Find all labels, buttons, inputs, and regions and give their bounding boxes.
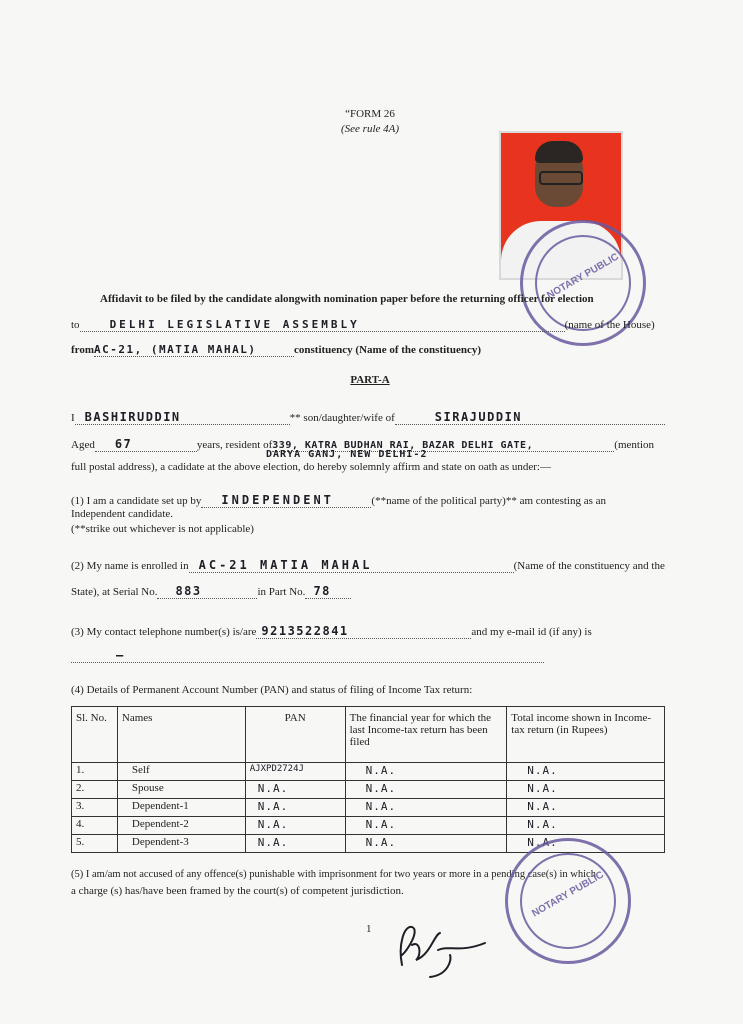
- pan-table: [71, 706, 665, 853]
- cell-year: N.A.: [345, 799, 507, 817]
- item-2-suffix: (Name of the constituency and the: [513, 560, 665, 572]
- cell-pan: AJXPD2724J: [245, 763, 345, 781]
- serial-prefix: State), at Serial No.: [71, 586, 158, 598]
- photo-hair: [535, 141, 583, 163]
- table-row: [72, 817, 665, 835]
- photo-spectacles: [539, 171, 583, 185]
- to-prefix: to: [71, 319, 80, 331]
- cell-income: N.A.: [507, 763, 665, 781]
- cell-pan: N.A.: [245, 781, 345, 799]
- header-financial-year: The financial year for which the last Income-tax return has been filed: [345, 707, 507, 763]
- table-row: [72, 781, 665, 799]
- cell-sl: 3.: [72, 799, 118, 817]
- part-a-heading: PART-A: [350, 374, 390, 386]
- part-number: 78: [305, 584, 351, 599]
- item-1-line: [71, 493, 606, 508]
- header-sl-no: Sl. No.: [72, 707, 118, 763]
- item-3-suffix: and my e-mail id (if any) is: [471, 626, 592, 638]
- cell-name: Self: [117, 763, 245, 781]
- stamp-text: NOTARY PUBLIC: [545, 251, 621, 302]
- constituency-name: AC-21, (MATIA MAHAL): [94, 343, 294, 357]
- item-5-line-1: (5) I am/am not accused of any offence(s) punishable with imprisonment for two years or more in a pending case(s) in which: [71, 869, 596, 880]
- item-4-heading: (4) Details of Permanent Account Number (PAN) and status of filing of Income Tax return:: [71, 684, 473, 696]
- from-suffix: constituency (Name of the constituency): [294, 344, 481, 356]
- serial-number: 883: [157, 584, 257, 599]
- header-total-income: Total income shown in Income-tax return (in Rupees): [507, 707, 665, 763]
- part-prefix: in Part No.: [257, 586, 306, 598]
- notary-stamp-bottom: [505, 838, 631, 964]
- cell-sl: 2.: [72, 781, 118, 799]
- item-2-prefix: (2) My name is enrolled in: [71, 560, 189, 572]
- cell-sl: 5.: [72, 835, 118, 853]
- aged-prefix: Aged: [71, 439, 95, 451]
- item-1-line-2: Independent candidate.: [71, 508, 174, 520]
- cell-name: Dependent-1: [117, 799, 245, 817]
- to-line: [71, 318, 655, 332]
- oath-text: full postal address), a cadidate at the above election, do hereby solemnly affirm and state on oath as under:—: [71, 461, 551, 473]
- signature-icon: [390, 905, 500, 985]
- cell-name: Dependent-2: [117, 817, 245, 835]
- table-row: [72, 799, 665, 817]
- cell-pan: N.A.: [245, 835, 345, 853]
- cell-income: N.A.: [507, 799, 665, 817]
- cell-sl: 1.: [72, 763, 118, 781]
- cell-year: N.A.: [345, 835, 507, 853]
- address-line-2: DARYA GANJ, NEW DELHI-2: [266, 449, 428, 460]
- table-row: [72, 763, 665, 781]
- phone-number: 9213522841: [256, 624, 471, 639]
- item-1-suffix: (**name of the political party)** am contesting as an: [371, 495, 607, 507]
- house-name: DELHI LEGISLATIVE ASSEMBLY: [80, 318, 565, 332]
- cell-year: N.A.: [345, 781, 507, 799]
- cell-year: N.A.: [345, 817, 507, 835]
- pan-table-header: [72, 707, 665, 763]
- cell-pan: N.A.: [245, 817, 345, 835]
- from-line: [71, 343, 481, 357]
- cell-pan: N.A.: [245, 799, 345, 817]
- to-suffix: (name of the House): [564, 319, 655, 331]
- form-title: “FORM 26: [345, 108, 395, 120]
- father-name: SIRAJUDDIN: [395, 410, 665, 425]
- declarant-line: [71, 410, 665, 425]
- affidavit-intro: Affidavit to be filed by the candidate alongwith nomination paper before the returning officer for election: [100, 293, 594, 305]
- email-line: [71, 648, 544, 663]
- cell-sl: 4.: [72, 817, 118, 835]
- strike-out-note: (**strike out whichever is not applicable): [71, 523, 254, 535]
- page-number: 1: [366, 923, 372, 935]
- party-name: INDEPENDENT: [201, 493, 371, 508]
- cell-year: N.A.: [345, 763, 507, 781]
- i-prefix: I: [71, 412, 75, 424]
- serial-line: [71, 584, 351, 599]
- enrolled-constituency: AC-21 MATIA MAHAL: [189, 558, 514, 573]
- cell-name: Dependent-3: [117, 835, 245, 853]
- item-3-prefix: (3) My contact telephone number(s) is/are: [71, 626, 257, 638]
- cell-income: N.A.: [507, 817, 665, 835]
- header-pan: PAN: [245, 707, 345, 763]
- cell-name: Spouse: [117, 781, 245, 799]
- header-names: Names: [117, 707, 245, 763]
- from-prefix: from: [71, 344, 95, 356]
- item-3-line: [71, 624, 592, 639]
- item-2-line: [71, 558, 665, 573]
- address-line-1: 339, KATRA BUDHAN RAI, BAZAR DELHI GATE,: [272, 440, 614, 452]
- stamp-text: NOTARY PUBLIC: [530, 869, 606, 920]
- declarant-name: BASHIRUDDIN: [75, 410, 290, 425]
- cell-income: N.A.: [507, 781, 665, 799]
- mention-text: (mention: [614, 439, 654, 451]
- relation-text: ** son/daughter/wife of: [289, 412, 395, 424]
- email-value: —: [71, 648, 544, 663]
- age-value: 67: [95, 437, 197, 452]
- resident-text: years, resident of: [196, 439, 273, 451]
- item-5-line-2: a charge (s) has/have been framed by the court(s) of competent jurisdiction.: [71, 885, 404, 897]
- cell-income: N.A.: [507, 835, 665, 853]
- item-1-prefix: (1) I am a candidate set up by: [71, 495, 202, 507]
- rule-reference: (See rule 4A): [340, 123, 400, 135]
